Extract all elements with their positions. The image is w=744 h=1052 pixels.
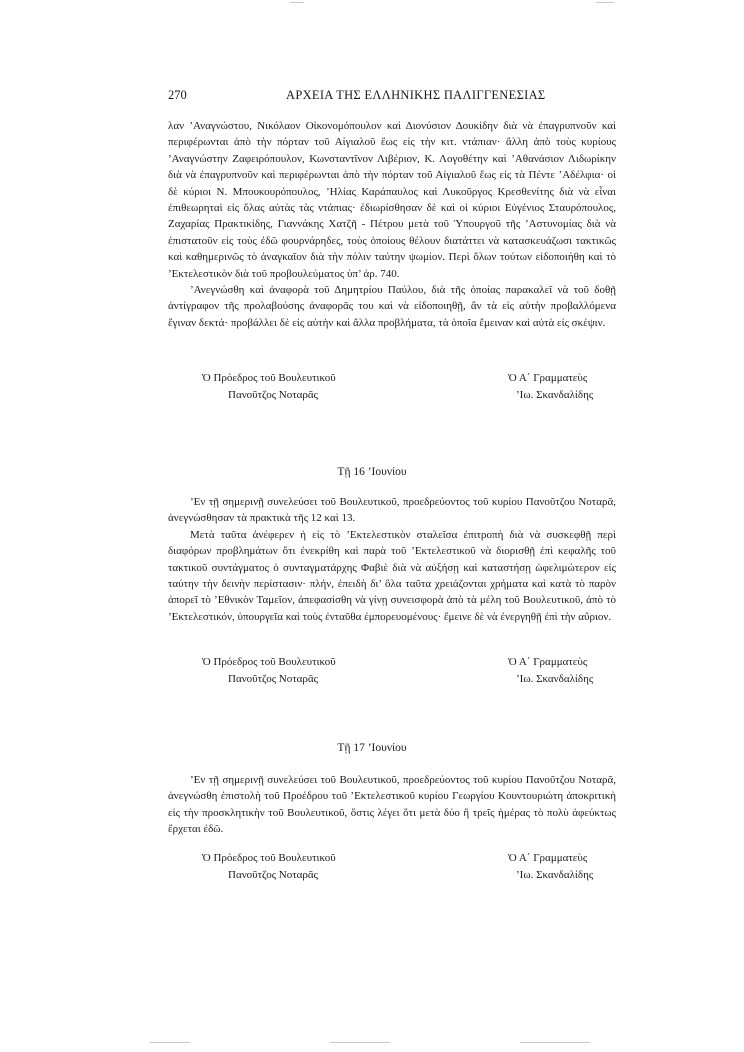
page-number: 270 (168, 88, 187, 102)
paragraph: ’Εν τῇ σημερινῇ συνελεύσει τοῦ Βουλευτικοῦ, προεδρεύοντος τοῦ κυρίου Πανοῦτζου Νοταρᾶ, ἀνεγνώσθη ἐπιστολὴ τοῦ Προέδρου τοῦ ’Εκτελεστικοῦ κυρίου Γεωργίου Κουντουριώτη ἀποκριτικὴ εἰς τὴν προσκλητικὴν τοῦ Βουλευτικοῦ, ὅστις λέγει ὅτι μετὰ δύο ἢ τρεῖς ἡμέρας τὸ πολὺ ἀφεύκτως ἔρχεται ἐδῶ. (168, 774, 616, 836)
paragraph: λαν ’Αναγνώστου, Νικόλαον Οἰκονομόπουλον καὶ Διονύσιον Δουκίδην διὰ νὰ ἐπαγρυπνοῦν καὶ περιφέρωνται ἀπὸ τὴν πόρταν τοῦ Αἰγιαλοῦ ἕως εἰς τὴν κιτ. ντάπιαν· ἄλλη ἀπὸ τοὺς κυρίους ’Αναγνώστην Ζαφειρόπουλον, Κωνσταντῖνον Λιβέριον, Κ. Λογοθέτην καὶ ’Αθανάσιον Λιδωρίκην διὰ νὰ ἐπαγρυπνοῦν καὶ περιφέρωνται ἀπὸ τὴν πόρταν τοῦ Αἰγιαλοῦ ἕως εἰς τὰ Πέντε ’Αδέλφια· οἱ δὲ κύριοι Ν. Μπουκουρόπουλος, ’Ηλίας Καράπαυλος καὶ Λυκοῦργος Κρεσθενίτης διὰ νὰ εἶναι ἐπιθεωρηταὶ εἰς ὅλας αὐτὰς τὰς ντάπιας· ἐδιωρίσθησαν δὲ καὶ οἱ κύριοι Εὐγένιος Σταυρόπουλος, Ζαχαρίας Πρακτικίδης, Γιαννάκης Χατζῆ - Πέτρου μετὰ τοῦ Ὑπουργοῦ τῆς ’Αστυνομίας διὰ νὰ ἐπιστατοῦν εἰς τοὺς ἐδῶ φουρνάρηδες, τοὺς ὁποίους θέλουν διατάττει νὰ κατασκευάζωσι τακτικῶς καὶ καθημερινῶς τὸ ἀναγκαῖον διὰ τὴν πόλιν ταύτην ψωμίον. Περὶ ὅλων τούτων εἰδοποιήθη καὶ τὸ ’Εκτελεστικὸν διὰ τοῦ προβουλεύματος ὑπ’ ἀρ. 740. (168, 120, 616, 280)
scan-mark (520, 1042, 590, 1043)
secretary-name: ’Ιω. Σκανδαλίδης (516, 869, 594, 881)
running-title: ΑΡΧΕΙΑ ΤΗΣ ΕΛΛΗΝΙΚΗΣ ΠΑΛΙΓΓΕΝΕΣΙΑΣ (286, 88, 546, 102)
president-title: Ὁ Πρόεδρος τοῦ Βουλευτικοῦ (202, 372, 336, 384)
president-title: Ὁ Πρόεδρος τοῦ Βουλευτικοῦ (202, 656, 336, 668)
section-2-body (168, 494, 616, 625)
scan-mark (330, 1042, 390, 1043)
president-name: Πανοῦτζος Νοταρᾶς (228, 673, 319, 685)
president-name: Πανοῦτζος Νοταρᾶς (228, 869, 319, 881)
scan-mark (596, 2, 614, 3)
page-header (168, 88, 616, 106)
secretary-title: Ὁ Α΄ Γραμματεὺς (508, 656, 588, 668)
signature-block (168, 654, 616, 688)
scan-mark (290, 2, 304, 3)
secretary-title: Ὁ Α΄ Γραμματεὺς (508, 852, 588, 864)
secretary-name: ’Ιω. Σκανδαλίδης (516, 673, 594, 685)
signature-block (168, 370, 616, 404)
paragraph: ’Εν τῇ σημερινῇ συνελεύσει τοῦ Βουλευτικοῦ, προεδρεύοντος τοῦ κυρίου Πανοῦτζου Νοταρᾶ, ἀνεγνώσθησαν τὰ πρακτικὰ τῆς 12 καὶ 13. (168, 496, 616, 525)
session-date: Τῇ 16 ’Ιουνίου (337, 466, 407, 478)
session-date: Τῇ 17 ’Ιουνίου (337, 742, 407, 754)
president-name: Πανοῦτζος Νοταρᾶς (228, 389, 319, 401)
secretary-title: Ὁ Α΄ Γραμματεὺς (508, 372, 588, 384)
signature-block (168, 850, 616, 884)
section-3-body (168, 772, 616, 838)
secretary-name: ’Ιω. Σκανδαλίδης (516, 389, 594, 401)
scan-mark (150, 1042, 190, 1043)
section-1-body (168, 118, 616, 331)
paragraph: Μετὰ ταῦτα ἀνέφερεν ἡ εἰς τὸ ’Εκτελεστικὸν σταλεῖσα ἐπιτροπὴ διὰ νὰ συσκεφθῇ περὶ διαφόρων προβλημάτων ὅτι ἐνεκρίθη καὶ παρὰ τοῦ ’Εκτελεστικοῦ νὰ διορισθῇ ἐπὶ κεφαλῆς τοῦ τακτικοῦ συντάγματος ὁ συνταγματάρχης Φαβιὲ διὰ νὰ αὐξήσῃ καὶ καταστήσῃ ὠφελιμώτερον εἰς ταύτην τὴν δεινὴν περίστασιν· πλήν, ἐπειδὴ δι’ ὅλα ταῦτα χρειάζονται χρήματα καὶ κατὰ τὸ παρὸν ἀπορεῖ τὸ ’Εθνικὸν Ταμεῖον, ἀπεφασίσθη νὰ γίνῃ συνεισφορὰ ἀπὸ τὰ μέλη τοῦ Βουλευτικοῦ, ἀπὸ τὸ ’Εκτελεστικόν, ὑπουργεῖα καὶ τοὺς ἐνταῦθα ἐμπορευομένους· ἔμεινε δὲ νὰ ἐνεργηθῇ ἐπὶ τὴν αὔριον. (168, 528, 616, 623)
president-title: Ὁ Πρόεδρος τοῦ Βουλευτικοῦ (202, 852, 336, 864)
paragraph: ’Ανεγνώσθη καὶ ἀναφορὰ τοῦ Δημητρίου Παύλου, διὰ τῆς ὁποίας παρακαλεῖ νὰ τοῦ δοθῇ ἀντίγραφον τῆς προλαβούσης ἀναφορᾶς του καὶ νὰ εἰδοποιηθῇ, ἂν τὰ εἰς αὐτὴν προβαλλόμενα ἔγιναν δεκτά· προβάλλει δὲ εἰς αὐτὴν καὶ ἄλλα προβλήματα, τὰ ὁποῖα ἔμειναν καὶ αὐτὰ εἰς σκέψιν. (168, 284, 616, 329)
